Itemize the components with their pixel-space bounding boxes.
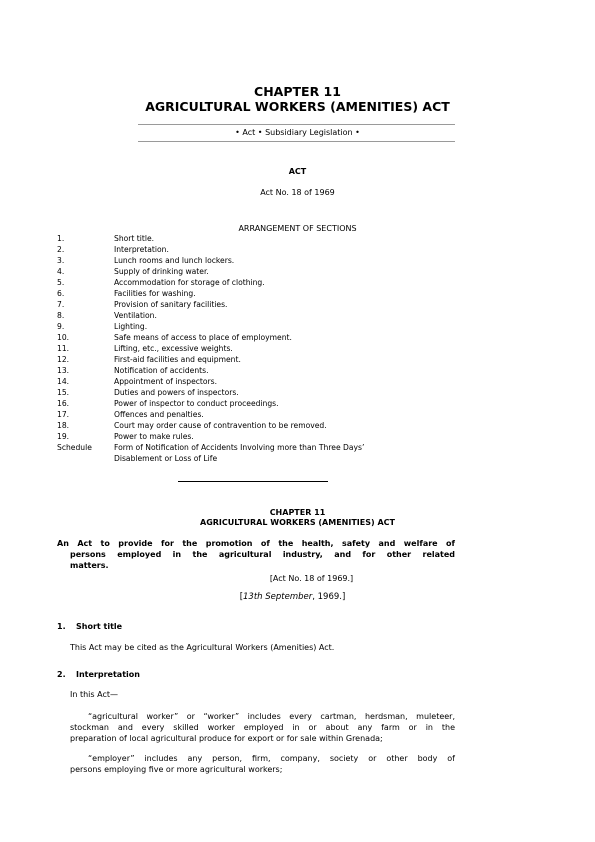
nav-bullet: •: [257, 128, 263, 137]
legislation-nav: [0, 128, 595, 138]
section-2-intro: In this Act—: [70, 690, 118, 699]
section-divider: [178, 481, 328, 482]
definition-line: persons employing five or more agricultural workers;: [70, 765, 283, 774]
document-page: CHAPTER 11 AGRICULTURAL WORKERS (AMENITIES) ACT • Act • Subsidiary Legislation • ACT Act No. 18 of 1969 ARRANGEMENT OF SECTIONS 1. Short title. 2. Interpretation. 3. Lunch rooms and lunch lockers. 4. Supply of drinking water. 5. Accommodation for storage of clothing. 6. Facilities for washing. 7. Provision of sanitary facilities. 8. Ventilation. 9. Lighting. 10. Safe means of access to place of employment. 11. Lifting, etc., excessive weights. 12. First-aid facilities and equipment. 13. Notification of accidents. 14. Appointment of inspectors. 15. Duties and powers of inspectors. 16. Power of inspector to conduct proceedings. 17. Offences and penalties. 18. Court may order cause of contravention to be removed. 19. Power to make rules. Schedule Form of Notification of Accidents Involving more than Three Days’ Disablement or Loss of Life CHAPTER 11 AGRICULTURAL WORKERS (AMENITIES) ACT An Act to provide for the promotion of the health, safety and welfare of persons employed in the agricultural industry, and for other related matters. [Act No. 18 of 1969.] [13th September, 1969.] 1. Short title This Act may be cited as the Agricultural Workers (Amenities) Act. 2. Interpretation In this Act— “agricultural worker” or “worker” includes every cartman, herdsman, muleteer, stockman and every skilled worker employed in or about any farm or in the preparation of local agricultural produce for export or for sale within Grenada; “employer” includes any person, firm, company, society or other body of persons employing five or more agricultural workers;: [0, 0, 595, 842]
long-title-line: An Act to provide for the promotion of the health, safety and welfare of: [57, 539, 455, 548]
nav-bottom-rule: [138, 141, 455, 142]
subsidiary-legislation-link[interactable]: Subsidiary Legislation: [265, 128, 353, 137]
act-title: AGRICULTURAL WORKERS (AMENITIES) ACT: [145, 99, 450, 114]
nav-bullet: •: [355, 128, 360, 137]
section-2-heading: 2. Interpretation: [57, 670, 140, 679]
act-reference: [Act No. 18 of 1969.]: [269, 574, 354, 583]
definition-line: preparation of local agricultural produce for export or for sale within Grenada;: [70, 734, 383, 743]
body-chapter-heading: CHAPTER 11: [269, 508, 326, 517]
definition-line: “agricultural worker” or “worker” includes every cartman, herdsman, muleteer,: [88, 712, 455, 721]
act-heading: ACT: [288, 167, 307, 176]
act-number: Act No. 18 of 1969: [260, 188, 335, 197]
long-title-line: matters.: [70, 561, 109, 570]
definition-line: stockman and every skilled worker employed in or about any farm or in the: [70, 723, 455, 732]
section-1-heading: 1. Short title: [57, 622, 123, 631]
definition-line: “employer” includes any person, firm, company, society or other body of: [88, 754, 455, 763]
chapter-heading: CHAPTER 11: [254, 84, 341, 99]
section-1-text: This Act may be cited as the Agricultural Workers (Amenities) Act.: [70, 643, 335, 652]
body-act-title: AGRICULTURAL WORKERS (AMENITIES) ACT: [200, 518, 395, 527]
nav-bullet: •: [235, 128, 240, 137]
act-link[interactable]: Act: [242, 128, 256, 137]
arrangement-heading: ARRANGEMENT OF SECTIONS: [238, 224, 357, 233]
commencement-date: [13th September, 1969.]: [239, 592, 346, 602]
top-rule: [138, 124, 455, 125]
long-title-line: persons employed in the agricultural industry, and for other related: [70, 550, 455, 559]
